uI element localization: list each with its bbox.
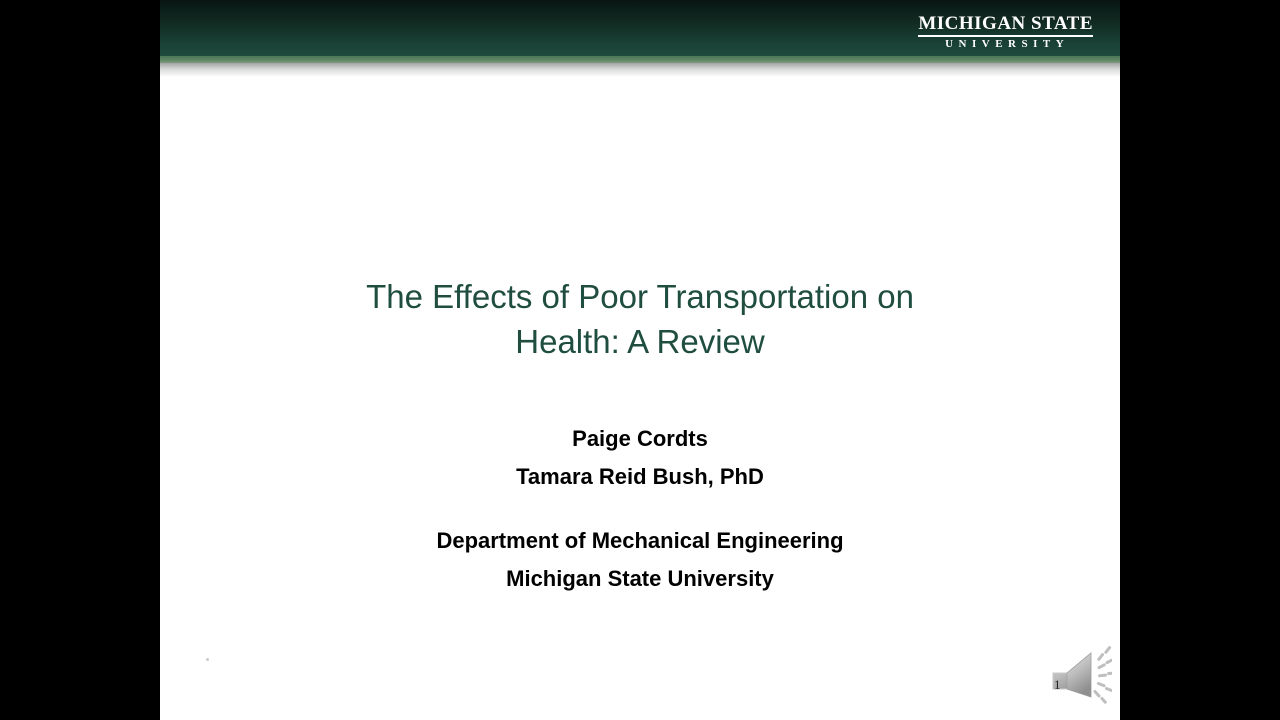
stray-dot-artifact [206, 658, 209, 661]
msu-wordmark-line2: UNIVERSITY [945, 38, 1070, 50]
author-name: Paige Cordts [572, 426, 708, 451]
slide-title-line1: The Effects of Poor Transportation on [366, 278, 914, 315]
slide-title-line2: Health: A Review [515, 323, 765, 360]
slide-number: 1 [1054, 677, 1061, 692]
author-name: Tamara Reid Bush, PhD [516, 464, 764, 489]
affiliation-university: Michigan State University [506, 566, 774, 591]
msu-wordmark-logo [918, 14, 1093, 50]
byline-spacer [160, 496, 1120, 522]
affiliation-department: Department of Mechanical Engineering [436, 528, 844, 553]
slide-title [160, 274, 1120, 364]
msu-wordmark-line1: MICHIGAN STATE [918, 14, 1093, 37]
header-fade-gradient [160, 63, 1120, 77]
slide-1 [160, 0, 1120, 720]
byline-block [160, 420, 1120, 598]
header-accent-stripe [160, 56, 1120, 63]
